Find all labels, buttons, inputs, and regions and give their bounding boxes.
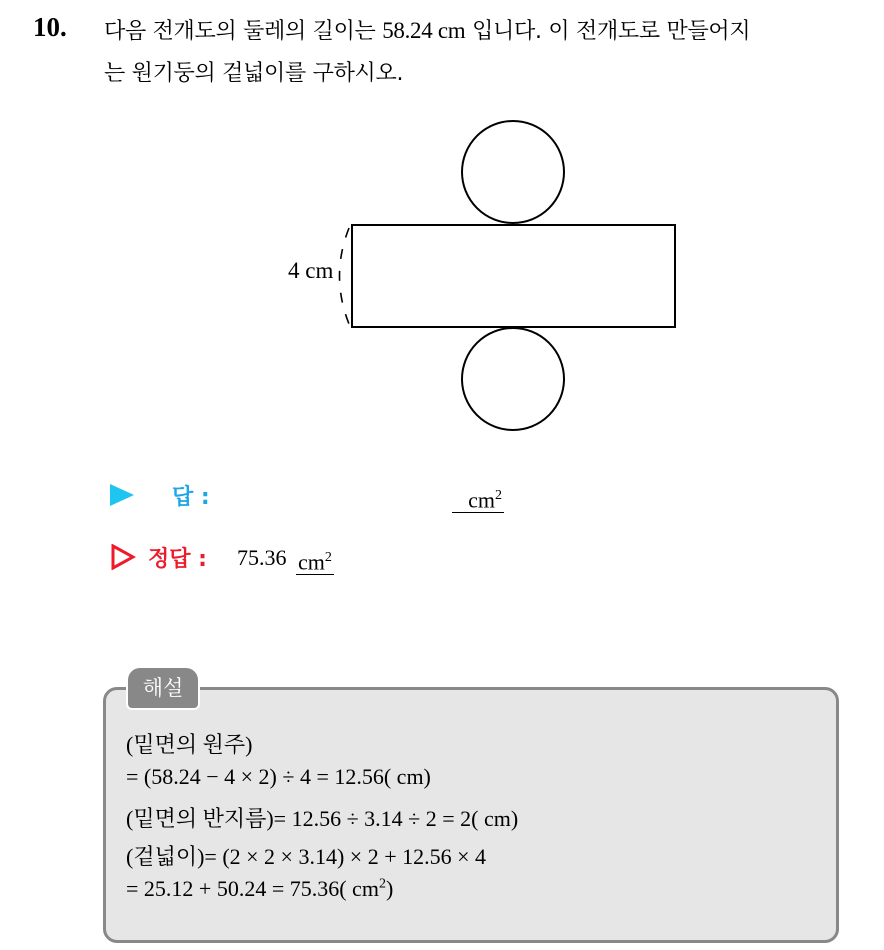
outline-triangle-icon xyxy=(110,544,136,570)
correct-unit-underlined xyxy=(296,546,334,575)
height-label: 4 cm xyxy=(288,258,334,283)
top-circle xyxy=(462,121,564,223)
answer-label: 답 : xyxy=(172,485,210,510)
question-number: 10. xyxy=(33,12,67,42)
solution-line-5 xyxy=(126,876,393,902)
question-text-line-2: 는 원기둥의 겉넓이를 구하시오. xyxy=(104,61,404,86)
solution-line-4: (겉넓이)= (2 × 2 × 3.14) × 2 + 12.56 × 4 xyxy=(126,844,487,869)
solution-line-5-exponent: 2 xyxy=(378,876,386,892)
answer-unit-exponent: 2 xyxy=(495,488,502,503)
solution-line-3: (밑면의 반지름)= 12.56 ÷ 3.14 ÷ 2 = 2( cm) xyxy=(126,806,519,831)
correct-unit: cm xyxy=(298,549,325,575)
solution-line-5-main: = 25.12 + 50.24 = 75.36( cm xyxy=(126,876,379,901)
solution-tab: 해설 xyxy=(128,668,198,708)
answer-unit: cm xyxy=(468,487,495,513)
bottom-circle xyxy=(462,328,564,430)
question-text-post: 입니다. 이 전개도로 만들어지 xyxy=(465,19,751,44)
play-triangle-icon xyxy=(110,484,134,506)
perimeter-value: 58.24 cm xyxy=(382,18,466,43)
height-dimension-arc xyxy=(340,228,350,324)
cylinder-net-diagram xyxy=(280,110,690,440)
question-text-pre: 다음 전개도의 둘레의 길이는 xyxy=(104,19,383,44)
question-text-line-1 xyxy=(104,14,750,45)
correct-label: 정답 : xyxy=(148,547,207,572)
solution-line-1: (밑면의 원주) xyxy=(126,732,253,757)
solution-line-2: = (58.24 − 4 × 2) ÷ 4 = 12.56( cm) xyxy=(126,764,431,789)
side-rectangle xyxy=(352,225,675,327)
answer-input-blank[interactable] xyxy=(452,484,504,513)
solution-line-5-close: ) xyxy=(385,876,394,901)
correct-unit-exponent: 2 xyxy=(324,550,332,565)
correct-value: 75.36 xyxy=(237,545,287,570)
